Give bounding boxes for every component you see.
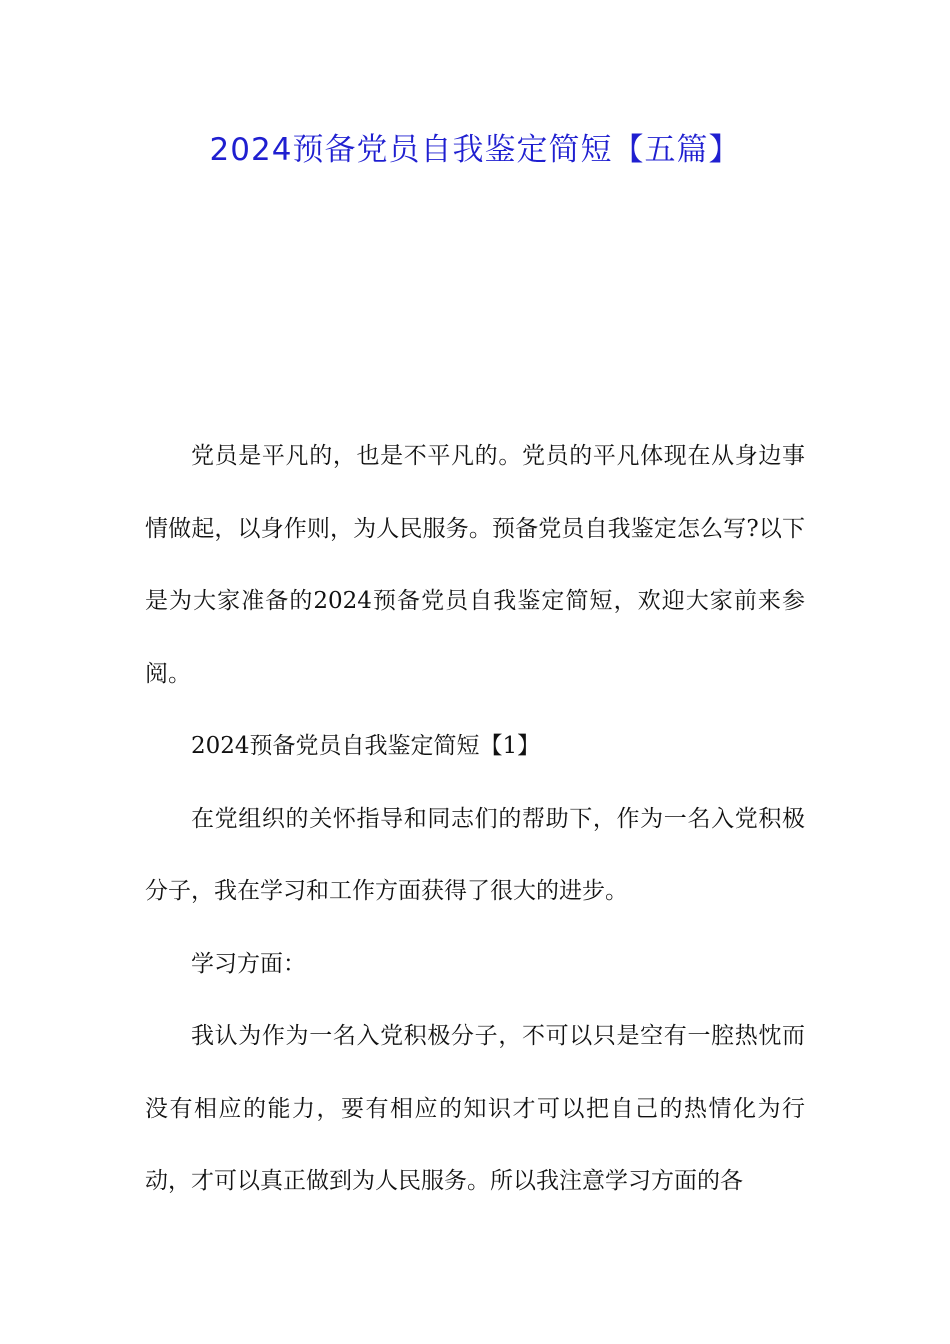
body-paragraph: 我认为作为一名入党积极分子，不可以只是空有一腔热忱而没有相应的能力，要有相应的知识才可以把自己的热情化为行动，才可以真正做到为人民服务。所以我注意学习方面的各: [145, 1023, 805, 1194]
intro-paragraph: 党员是平凡的，也是不平凡的。党员的平凡体现在从身边事情做起，以身作则，为人民服务。预备党员自我鉴定怎么写?以下是为大家准备的2024预备党员自我鉴定简短，欢迎大家前来参阅。: [145, 443, 805, 687]
subsection-heading: 学习方面：: [191, 950, 306, 977]
section-heading: 2024预备党员自我鉴定简短【1】: [191, 733, 541, 759]
body-paragraph: 在党组织的关怀指导和同志们的帮助下，作为一名入党积极分子，我在学习和工作方面获得了很大的进步。: [145, 805, 805, 904]
document-body: [145, 420, 805, 1218]
document-title: 2024预备党员自我鉴定简短【五篇】: [209, 132, 741, 168]
